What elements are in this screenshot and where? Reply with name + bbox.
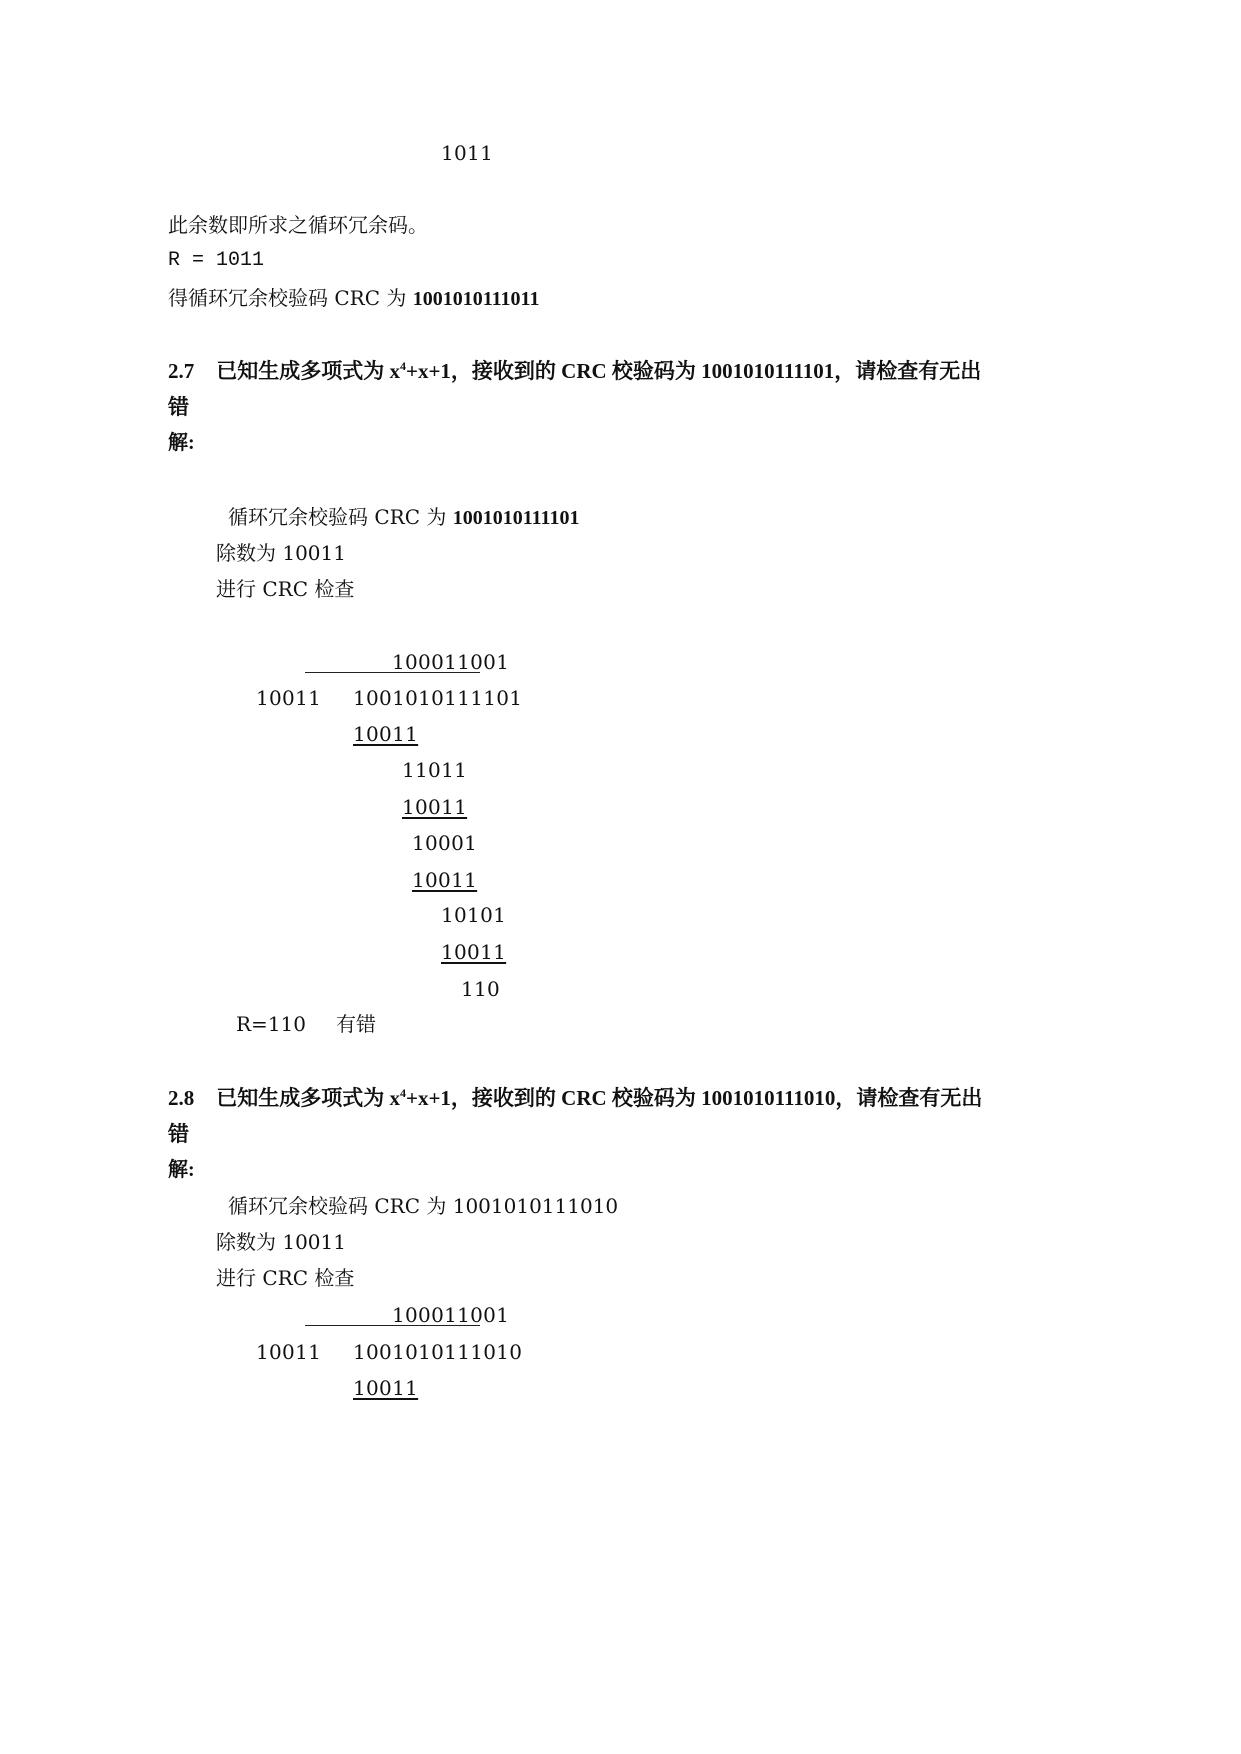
divisor-line: 除数为 10011 bbox=[216, 1230, 346, 1254]
question-wrap-text: 错 bbox=[168, 1122, 189, 1146]
crc-received-code: 1001010111101 bbox=[452, 507, 580, 529]
partial-remainder: 10101 bbox=[441, 903, 507, 927]
quotient: 100011001 bbox=[392, 1303, 510, 1327]
quotient: 100011001 bbox=[392, 650, 510, 674]
dividend: 1001010111010 bbox=[353, 1340, 523, 1364]
result-note: 有错 bbox=[336, 1012, 376, 1036]
question-2-7-heading bbox=[168, 359, 981, 383]
result-value: R=110 bbox=[236, 1012, 306, 1036]
question-2-8-heading bbox=[168, 1086, 982, 1110]
final-remainder: 110 bbox=[461, 977, 501, 1001]
question-text-part2: +x+1，接收到的 CRC 校验码为 1001010111010，请检查有无出 bbox=[406, 1086, 983, 1110]
question-text-part2: +x+1，接收到的 CRC 校验码为 1001010111101，请检查有无出 bbox=[406, 359, 982, 383]
solution-label: 解: bbox=[168, 432, 195, 454]
check-line: 进行 CRC 检查 bbox=[216, 577, 355, 601]
remainder-value: R = 1011 bbox=[168, 249, 265, 272]
question-wrap-text: 错 bbox=[168, 395, 189, 419]
divisor: 10011 bbox=[256, 1340, 322, 1364]
remainder-note: 此余数即所求之循环冗余码。 bbox=[168, 213, 428, 237]
partial-remainder: 11011 bbox=[402, 758, 468, 782]
top-remainder: 1011 bbox=[441, 141, 494, 165]
result-line bbox=[236, 1012, 376, 1036]
dividend: 1001010111101 bbox=[353, 686, 523, 710]
subtraction-step: 10011 bbox=[412, 868, 478, 892]
subtraction-step: 10011 bbox=[353, 722, 419, 746]
solution-label: 解: bbox=[168, 1159, 195, 1181]
crc-received-line: 循环冗余校验码 CRC 为 1001010111010 bbox=[228, 1194, 619, 1218]
question-exponent: 4 bbox=[400, 1086, 406, 1100]
question-number: 2.7 bbox=[168, 359, 195, 383]
subtraction-step: 10011 bbox=[353, 1376, 419, 1400]
question-text-part1: 已知生成多项式为 x bbox=[216, 1086, 400, 1110]
subtraction-step: 10011 bbox=[441, 940, 507, 964]
crc-result-line bbox=[168, 286, 539, 311]
crc-received-line bbox=[228, 505, 579, 530]
question-exponent: 4 bbox=[400, 359, 406, 373]
divisor-line: 除数为 10011 bbox=[216, 541, 346, 565]
crc-received-prefix: 循环冗余校验码 CRC 为 bbox=[228, 505, 453, 529]
question-text-part1: 已知生成多项式为 x bbox=[216, 359, 400, 383]
divisor: 10011 bbox=[256, 686, 322, 710]
crc-result-code: 1001010111011 bbox=[412, 288, 540, 310]
check-line: 进行 CRC 检查 bbox=[216, 1266, 355, 1290]
question-number: 2.8 bbox=[168, 1086, 195, 1110]
partial-remainder: 10001 bbox=[412, 831, 478, 855]
crc-result-prefix: 得循环冗余校验码 CRC 为 bbox=[168, 286, 413, 310]
subtraction-step: 10011 bbox=[402, 795, 468, 819]
